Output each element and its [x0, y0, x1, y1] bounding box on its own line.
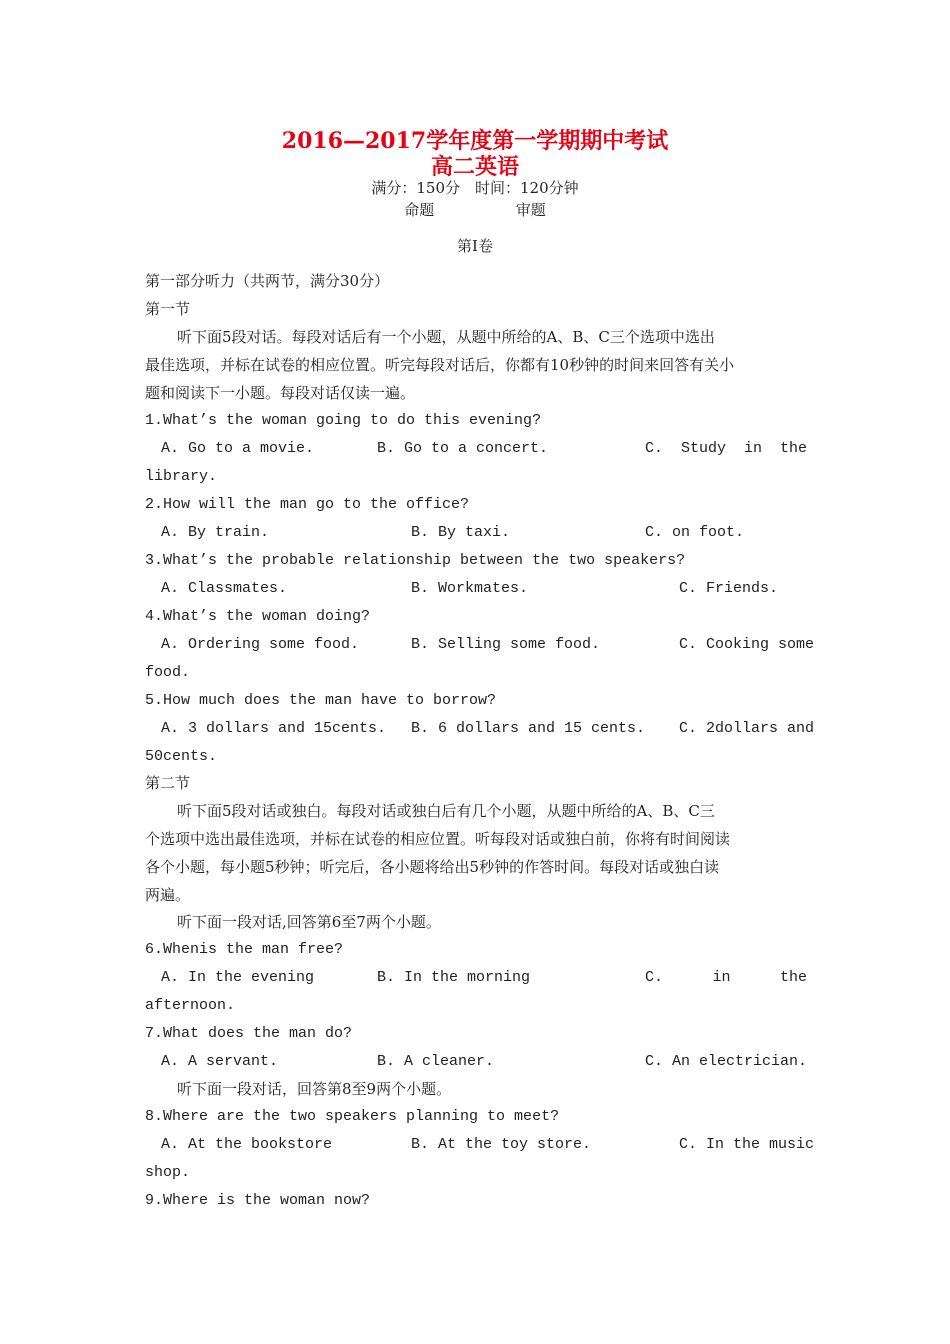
- exam-subtitle: 高二英语: [430, 154, 519, 180]
- option-b: B. At the toy store.: [411, 1136, 592, 1153]
- question-stem: 4.What’s the woman doing?: [145, 608, 371, 625]
- section1-instruction-line: 最佳选项，并标在试卷的相应位置。听完每段对话后，你都有10秒钟的时间来回答有关小: [145, 356, 735, 374]
- option-a: A. Ordering some food.: [161, 636, 360, 653]
- exam-title: 2016—2017学年度第一学期期中考试: [281, 128, 669, 154]
- option-a: A. 3 dollars and 15cents.: [161, 720, 387, 737]
- option-b: B. Workmates.: [411, 580, 529, 597]
- question-stem: 6.Whenis the man free?: [145, 941, 344, 958]
- option-a: A. A servant.: [161, 1053, 279, 1070]
- question-stem: 7.What does the man do?: [145, 1025, 353, 1042]
- option-b: B. In the morning: [377, 969, 531, 986]
- option-b: B. By taxi.: [411, 524, 511, 541]
- option-continuation: food.: [145, 664, 191, 681]
- question-stem: 9.Where is the woman now?: [145, 1192, 371, 1209]
- question-stem: 1.What’s the woman going to do this evening?: [145, 412, 542, 429]
- section2-instruction-line: 听下面5段对话或独白。每段对话或独白后有几个小题，从题中所给的A、B、C三: [177, 802, 715, 820]
- option-continuation: shop.: [145, 1164, 191, 1181]
- section2-heading: 第二节: [145, 774, 191, 792]
- option-a: A. At the bookstore: [161, 1136, 333, 1153]
- option-a: A. Classmates.: [161, 580, 288, 597]
- dialogue-note: 听下面一段对话，回答第8至9两个小题。: [177, 1080, 452, 1098]
- option-a: A. Go to a movie.: [161, 440, 315, 457]
- option-c: C. Friends.: [679, 580, 779, 597]
- author-label: 命题: [404, 201, 435, 219]
- option-b: B. A cleaner.: [377, 1053, 495, 1070]
- reviewer-label: 审题: [515, 201, 546, 219]
- section1-heading: 第一节: [145, 300, 191, 318]
- option-c: C. in the: [645, 969, 807, 986]
- part1-heading: 第一部分听力（共两节，满分30分）: [145, 272, 390, 290]
- question-stem: 3.What’s the probable relationship between the two speakers?: [145, 552, 686, 569]
- question-stem: 2.How will the man go to the office?: [145, 496, 470, 513]
- author-reviewer-line: [0, 199, 950, 220]
- option-c: C. on foot.: [645, 524, 745, 541]
- question-stem: 8.Where are the two speakers planning to meet?: [145, 1108, 560, 1125]
- option-c: C. In the music: [679, 1136, 815, 1153]
- section2-instruction-line: 两遍。: [145, 886, 191, 904]
- option-c: C. Cooking some: [679, 636, 815, 653]
- volume-label: 第I卷: [457, 237, 493, 255]
- option-continuation: 50cents.: [145, 748, 218, 765]
- option-c: C. An electrician.: [645, 1053, 808, 1070]
- section1-instruction-line: 听下面5段对话。每段对话后有一个小题，从题中所给的A、B、C三个选项中选出: [177, 328, 715, 346]
- option-b: B. 6 dollars and 15 cents.: [411, 720, 646, 737]
- option-b: B. Selling some food.: [411, 636, 601, 653]
- option-c: C. 2dollars and: [679, 720, 815, 737]
- dialogue-note: 听下面一段对话,回答第6至7两个小题。: [177, 913, 441, 931]
- option-continuation: library.: [145, 468, 218, 485]
- section2-instruction-line: 各个小题，每小题5秒钟；听完后，各小题将给出5秒钟的作答时间。每段对话或独白读: [145, 858, 720, 876]
- option-c: C. Study in the: [645, 440, 807, 457]
- option-continuation: afternoon.: [145, 997, 236, 1014]
- section1-instruction-line: 题和阅读下一小题。每段对话仅读一遍。: [145, 384, 416, 402]
- option-a: A. By train.: [161, 524, 270, 541]
- option-a: A. In the evening: [161, 969, 315, 986]
- section2-instruction-line: 个选项中选出最佳选项，并标在试卷的相应位置。听每段对话或独白前，你将有时间阅读: [145, 830, 731, 848]
- score-time-line: 满分：150分 时间：120分钟: [371, 179, 579, 197]
- question-stem: 5.How much does the man have to borrow?: [145, 692, 497, 709]
- option-b: B. Go to a concert.: [377, 440, 549, 457]
